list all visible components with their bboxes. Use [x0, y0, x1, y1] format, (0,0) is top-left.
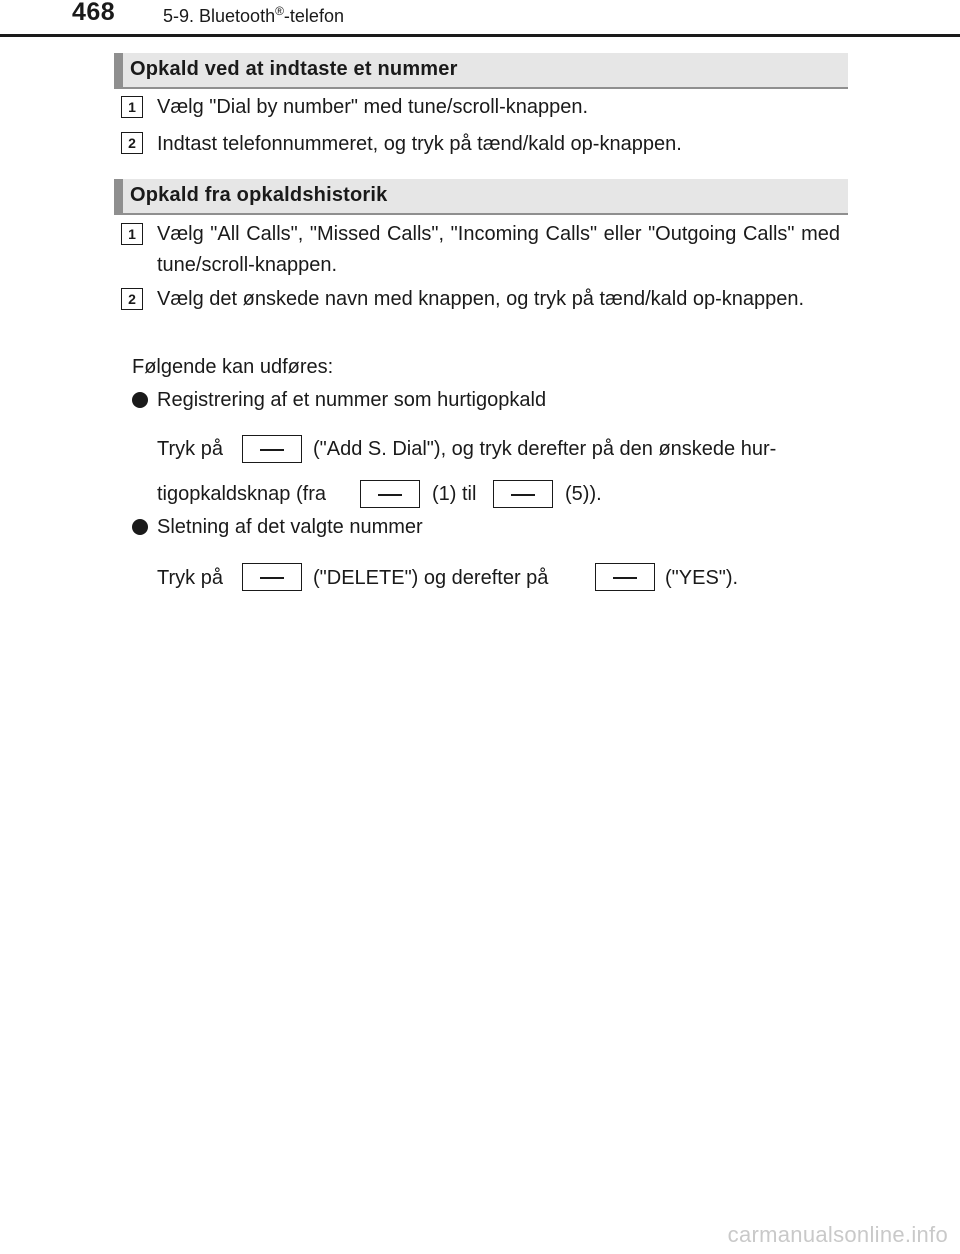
registered-mark: ®: [275, 4, 284, 18]
instruction-text: ("YES").: [665, 567, 739, 589]
step-number-badge: 1: [121, 223, 143, 245]
yes-key: [595, 563, 655, 591]
instruction-text: (5)).: [565, 483, 602, 505]
key-dash-icon: [613, 577, 637, 579]
step-text: Vælg "All Calls", "Missed Calls", "Incoming Calls" eller "Outgoing Calls" med tune/scroll-knappen.: [157, 223, 840, 276]
section-heading-bar: [114, 53, 123, 87]
delete-key: [242, 563, 302, 591]
instruction-text: ("DELETE") og derefter på: [313, 567, 549, 589]
chapter-suffix: -telefon: [283, 6, 344, 26]
section-heading-dial-number: [114, 53, 848, 89]
bullet-icon: [132, 519, 148, 535]
following-intro: Følgende kan udføres:: [132, 356, 334, 378]
section-heading-title: Opkald fra opkaldshistorik: [130, 184, 388, 206]
header-rule: [0, 34, 960, 37]
instruction-text: Tryk på: [157, 567, 223, 589]
step-number-badge: 2: [121, 288, 143, 310]
step-text: Vælg det ønskede navn med knappen, og tryk på tænd/kald op-knappen.: [157, 288, 805, 310]
step-text: Vælg "Dial by number" med tune/scroll-knappen.: [157, 96, 589, 118]
instruction-text: tigopkaldsknap (fra: [157, 483, 326, 505]
chapter-prefix: 5-9. Bluetooth: [163, 6, 276, 26]
section-heading-call-history: [114, 179, 848, 215]
speed-dial-1-key: [360, 480, 420, 508]
section-heading-title: Opkald ved at indtaste et nummer: [130, 58, 458, 80]
bullet-icon: [132, 392, 148, 408]
instruction-text: ("Add S. Dial"), og tryk derefter på den ønskede hur-: [313, 438, 777, 460]
step-text: Indtast telefonnummeret, og tryk på tænd/kald op-knappen.: [157, 133, 682, 155]
step-number-badge: 1: [121, 96, 143, 118]
key-dash-icon: [260, 449, 284, 451]
key-dash-icon: [260, 577, 284, 579]
add-speed-dial-key: [242, 435, 302, 463]
section-heading-bar: [114, 179, 123, 213]
key-dash-icon: [511, 494, 535, 496]
page-number: 468: [72, 0, 116, 26]
bullet-title: Sletning af det valgte nummer: [157, 516, 423, 538]
bullet-title: Registrering af et nummer som hurtigopkald: [157, 389, 547, 411]
speed-dial-5-key: [493, 480, 553, 508]
step-number-badge: 2: [121, 132, 143, 154]
instruction-text: Tryk på: [157, 438, 223, 460]
chapter-title: [163, 4, 344, 27]
key-dash-icon: [378, 494, 402, 496]
watermark: carmanualsonline.info: [727, 1222, 948, 1247]
instruction-text: (1) til: [432, 483, 477, 505]
